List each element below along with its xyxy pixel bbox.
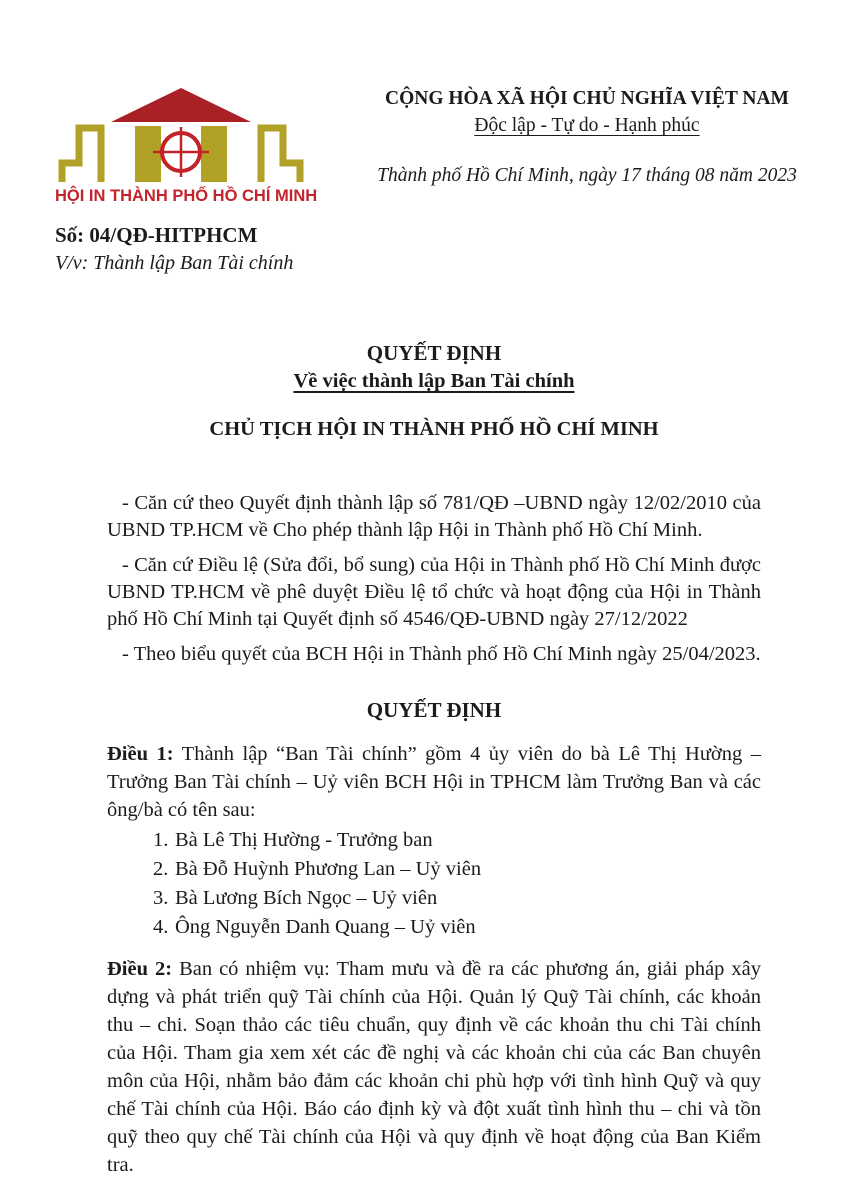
list-item-text: Ông Nguyễn Danh Quang – Uỷ viên: [175, 916, 476, 938]
printing-association-logo-icon: [55, 86, 307, 184]
logo-left-building-shape: [62, 128, 101, 182]
national-name-line: CỘNG HÒA XÃ HỘI CHỦ NGHĨA VIỆT NAM: [385, 88, 789, 109]
article-1-text: Thành lập “Ban Tài chính” gồm 4 ủy viên do bà Lê Thị Hường – Trưởng Ban Tài chính – Uỷ viên BCH Hội in TPHCM làm Trưởng Ban và các ông/bà có tên sau:: [107, 743, 762, 821]
logo-left-column-shape: [135, 126, 161, 182]
preamble-section: [107, 490, 761, 668]
document-subject: V/v: Thành lập Ban Tài chính: [55, 252, 294, 274]
member-list: [153, 826, 761, 942]
national-motto-line: Độc lập - Tự do - Hạnh phúc: [474, 115, 700, 136]
preamble-clause: - Căn cứ theo Quyết định thành lập số 781/QĐ –UBND ngày 12/02/2010 của UBND TP.HCM về Cho phép thành lập Hội in Thành phố Hồ Chí Minh.: [107, 492, 761, 541]
logo-right-column-shape: [201, 126, 227, 182]
list-item-number: 4.: [153, 916, 169, 938]
logo-caption: HỘI IN THÀNH PHỐ HỒ CHÍ MINH: [55, 187, 318, 205]
list-item-number: 2.: [153, 858, 169, 880]
document-issuer: CHỦ TỊCH HỘI IN THÀNH PHỐ HỒ CHÍ MINH: [209, 418, 659, 440]
document-subtitle: Về việc thành lập Ban Tài chính: [293, 370, 575, 392]
list-item: [153, 826, 761, 855]
logo-crosshair-icon: [153, 127, 209, 177]
place-date-line: Thành phố Hồ Chí Minh, ngày 17 tháng 08 năm 2023: [377, 165, 797, 186]
document-title: QUYẾT ĐỊNH: [366, 341, 502, 365]
list-item-number: 3.: [153, 887, 169, 909]
article-1-paragraph: [107, 740, 761, 824]
article-2-label: Điều 2:: [107, 958, 173, 980]
list-item: [153, 913, 761, 942]
logo-right-building-shape: [261, 128, 300, 182]
document-number: Số: 04/QĐ-HITPHCM: [55, 223, 258, 247]
list-item-text: Bà Lương Bích Ngọc – Uỷ viên: [175, 887, 438, 909]
header-left: [55, 86, 355, 275]
logo-roof-shape: [111, 88, 251, 122]
list-item-number: 1.: [153, 829, 169, 851]
list-item: [153, 884, 761, 913]
preamble-clause: - Căn cứ Điều lệ (Sửa đổi, bổ sung) của Hội in Thành phố Hồ Chí Minh được UBND TP.HCM về phê duyệt Điều lệ tổ chức và hoạt động của Hội in Thành phố Hồ Chí Minh tại Quyết định số 4546/QĐ-UBND ngày 27/12/2022: [107, 554, 761, 630]
article-2-text: Ban có nhiệm vụ: Tham mưu và đề ra các phương án, giải pháp xây dựng và phát triển quỹ Tài chính của Hội. Quản lý Quỹ Tài chính, các khoản thu – chi. Soạn thảo các tiêu chuẩn, quy định về các khoản thu chi Tài chính của Hội. Tham gia xem xét các đề nghị và các khoản chi của các Ban chuyên môn của Hội, nhằm bảo đảm các khoản chi phù hợp với tình hình Quỹ và quy chế Tài chính của Hội. Báo cáo định kỳ và đột xuất tình hình thu – chi và tồn quỹ theo quy chế Tài chính của Hội và quy định về hoạt động của Ban Kiểm tra.: [107, 958, 762, 1176]
preamble-clause: - Theo biểu quyết của BCH Hội in Thành phố Hồ Chí Minh ngày 25/04/2023.: [122, 643, 761, 665]
document-body: [107, 342, 761, 1179]
article-2-paragraph: [107, 955, 761, 1179]
decision-heading: QUYẾT ĐỊNH: [366, 698, 502, 722]
list-item-text: Bà Lê Thị Hường - Trưởng ban: [175, 829, 433, 851]
list-item-text: Bà Đỗ Huỳnh Phương Lan – Uỷ viên: [175, 858, 482, 880]
header-right: [375, 88, 799, 187]
list-item: [153, 855, 761, 884]
article-1-label: Điều 1:: [107, 743, 174, 765]
